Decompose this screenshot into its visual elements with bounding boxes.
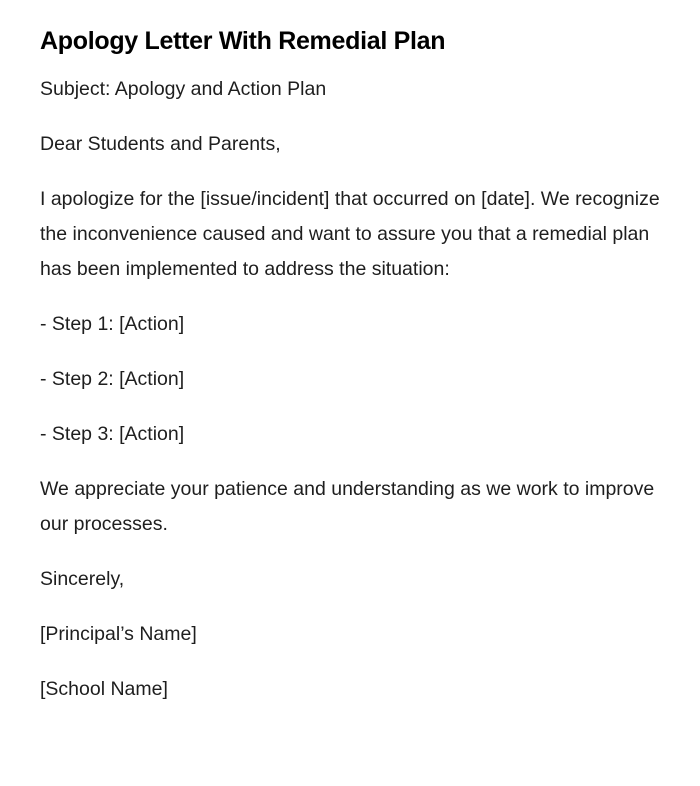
salutation: Dear Students and Parents, [40,133,281,155]
school-name: [School Name] [40,678,168,700]
closing-paragraph: We appreciate your patience and understanding as we work to improve our processes. [40,478,655,535]
signoff: Sincerely, [40,568,125,590]
signer-name: [Principal’s Name] [40,623,197,645]
subject-line: Subject: Apology and Action Plan [40,78,327,100]
step-item-1: - Step 1: [Action] [40,313,185,335]
step-item-2: - Step 2: [Action] [40,368,185,390]
document-title: Apology Letter With Remedial Plan [40,27,446,55]
intro-paragraph: I apologize for the [issue/incident] that occurred on [date]. We recognize the inconvenience caused and want to assure you that a remedial plan has been implemented to address the situation: [40,188,660,280]
step-item-3: - Step 3: [Action] [40,423,185,445]
